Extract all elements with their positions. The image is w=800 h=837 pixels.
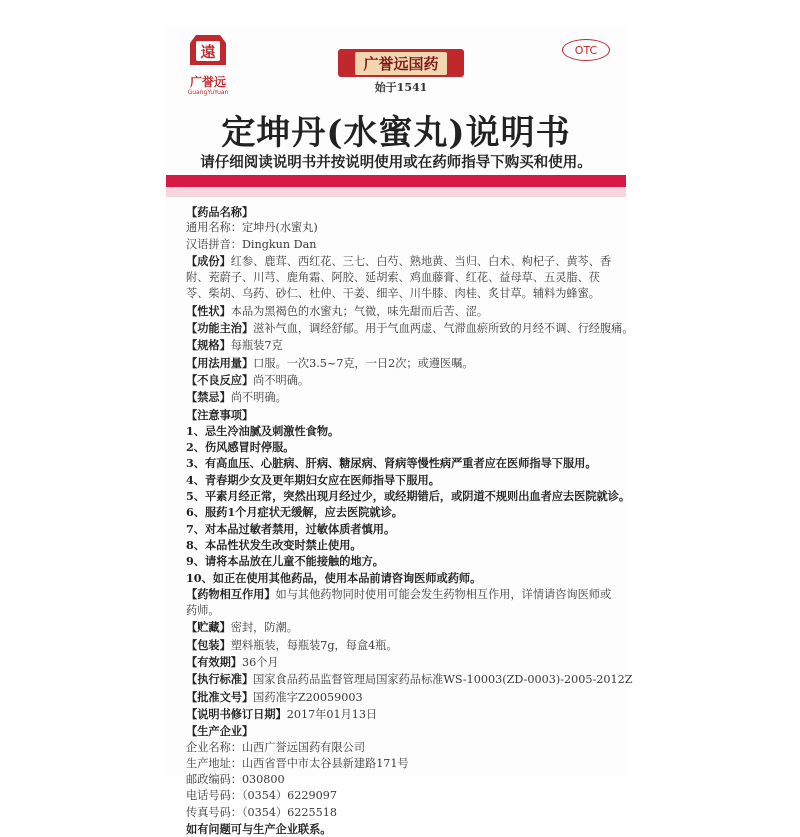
note-item: 6、服药1个月症状无缓解，应去医院就诊。 <box>186 505 403 520</box>
section-heading: 【执行标准】 <box>186 672 254 687</box>
section-heading: 【生产企业】 <box>186 724 254 739</box>
otc-badge: OTC <box>562 39 610 61</box>
package-text: 塑料瓶装，每瓶装7g，每盒4瓶。 <box>230 638 398 652</box>
character-line <box>186 303 614 320</box>
page-title: 定坤丹(水蜜丸)说明书 <box>221 113 571 153</box>
phone-number: 电话号码：（0354）6229097 <box>186 789 338 803</box>
section-heading: 【药物相互作用】 <box>186 586 276 601</box>
section-heading: 【说明书修订日期】 <box>186 706 287 721</box>
note-item: 1、忌生冷油腻及刺激性食物。 <box>186 423 340 438</box>
since-year: 始于1541 <box>374 81 428 94</box>
generic-name: 通用名称：定坤丹(水蜜丸) <box>186 221 318 235</box>
note-item: 7、对本品过敏者禁用，过敏体质者慎用。 <box>186 521 396 536</box>
contra-text: 尚不明确。 <box>230 391 287 405</box>
spec-line <box>186 337 614 354</box>
storage-text: 密封，防潮。 <box>230 621 298 635</box>
section-heading: 【不良反应】 <box>186 372 254 387</box>
ingredients-text: 红参、鹿茸、西红花、三七、白芍、熟地黄、当归、白术、枸杞子、黄芩、香 <box>230 254 612 268</box>
section-heading: 【功能主治】 <box>186 321 254 336</box>
standard-text: 国家食品药品监督管理局国家药品标准WS-10003(ZD-0003)-2005-2012Z <box>253 673 633 687</box>
brand-logo <box>178 31 238 101</box>
section-heading: 【性状】 <box>186 303 231 318</box>
storage-line <box>186 619 614 636</box>
red-band <box>166 175 626 187</box>
ingredients-line-3: 苓、柴胡、乌药、砂仁、杜仲、干姜、细辛、川牛膝、肉桂、炙甘草。辅料为蜂蜜。 <box>186 287 600 301</box>
package-line <box>186 637 614 654</box>
fax-number: 传真号码：（0354）6225518 <box>186 805 338 819</box>
approval-text: 国药准字Z20059003 <box>253 690 363 704</box>
usage-line <box>186 355 614 372</box>
note-item: 2、伤风感冒时停服。 <box>186 440 295 455</box>
section-heading: 【成份】 <box>186 253 231 268</box>
adverse-line <box>186 372 614 389</box>
function-line <box>186 320 634 337</box>
standard-line <box>186 671 633 688</box>
maker-name: 企业名称：山西广誉远国药有限公司 <box>186 740 366 754</box>
section-heading: 【药品名称】 <box>186 205 254 219</box>
maker-address: 生产地址：山西省晋中市太谷县新建路171号 <box>186 756 409 770</box>
contact-note: 如有问题可与生产企业联系。 <box>186 821 332 836</box>
ingredients-line-2: 附、茺蔚子、川芎、鹿角霜、阿胶、延胡索、鸡血藤膏、红花、益母草、五灵脂、茯 <box>186 271 600 285</box>
note-item: 10、如正在使用其他药品，使用本品前请咨询医师或药师。 <box>186 570 482 585</box>
revision-line <box>186 706 614 723</box>
revision-text: 2017年01月13日 <box>286 707 378 721</box>
logo-badge-icon <box>188 31 228 71</box>
leaflet-body <box>186 204 634 837</box>
section-heading: 【用法用量】 <box>186 355 254 370</box>
function-text: 滋补气血，调经舒郁。用于气血两虚、气滞血瘀所致的月经不调、行经腹痛。 <box>253 322 634 336</box>
page-subtitle: 请仔细阅读说明书并按说明使用或在药师指导下购买和使用。 <box>200 154 592 171</box>
note-item: 4、青春期少女及更年期妇女应在医师指导下服用。 <box>186 472 440 487</box>
interaction-text: 如与其他药物同时使用可能会发生药物相互作用，详情请咨询医师或药师。 <box>186 587 612 618</box>
note-item: 9、请将本品放在儿童不能接触的地方。 <box>186 554 384 569</box>
brand-name: 广誉远国药 <box>355 52 446 75</box>
usage-text: 口服。一次3.5~7克，一日2次；或遵医嘱。 <box>253 356 474 370</box>
section-heading: 【禁忌】 <box>186 390 231 405</box>
character-text: 本品为黑褐色的水蜜丸；气微，味先甜而后苦、涩。 <box>230 304 489 318</box>
brand-banner <box>338 49 464 77</box>
note-item: 3、有高血压、心脏病、肝病、糖尿病、肾病等慢性病严重者应在医师指导下服用。 <box>186 456 597 471</box>
section-heading: 【包装】 <box>186 637 231 652</box>
adverse-text: 尚不明确。 <box>253 373 310 387</box>
validity-text: 36个月 <box>241 656 279 670</box>
contra-line <box>186 389 614 406</box>
note-item: 8、本品性状发生改变时禁止使用。 <box>186 537 362 552</box>
interaction-block <box>186 586 614 620</box>
postcode: 邮政编码：030800 <box>186 773 285 787</box>
note-item: 5、平素月经正常，突然出现月经过少，或经期错后，或阴道不规则出血者应去医院就诊。 <box>186 489 631 504</box>
section-heading: 【贮藏】 <box>186 620 231 635</box>
pink-band <box>166 187 626 197</box>
spec-text: 每瓶装7克 <box>230 339 283 353</box>
pinyin-name: 汉语拼音：Dingkun Dan <box>186 237 317 251</box>
section-heading: 【有效期】 <box>186 655 242 670</box>
ingredients-line-1 <box>186 253 614 270</box>
section-heading: 【批准文号】 <box>186 689 254 704</box>
validity-line <box>186 654 614 671</box>
section-heading: 【规格】 <box>186 338 231 353</box>
logo-char: 遠 <box>200 43 216 61</box>
approval-line <box>186 689 614 706</box>
logo-chinese-name: 广誉远 <box>189 75 226 89</box>
section-heading: 【注意事项】 <box>186 407 254 422</box>
leaflet <box>166 25 634 836</box>
logo-pinyin-name: GuangYuYuan <box>187 89 229 96</box>
